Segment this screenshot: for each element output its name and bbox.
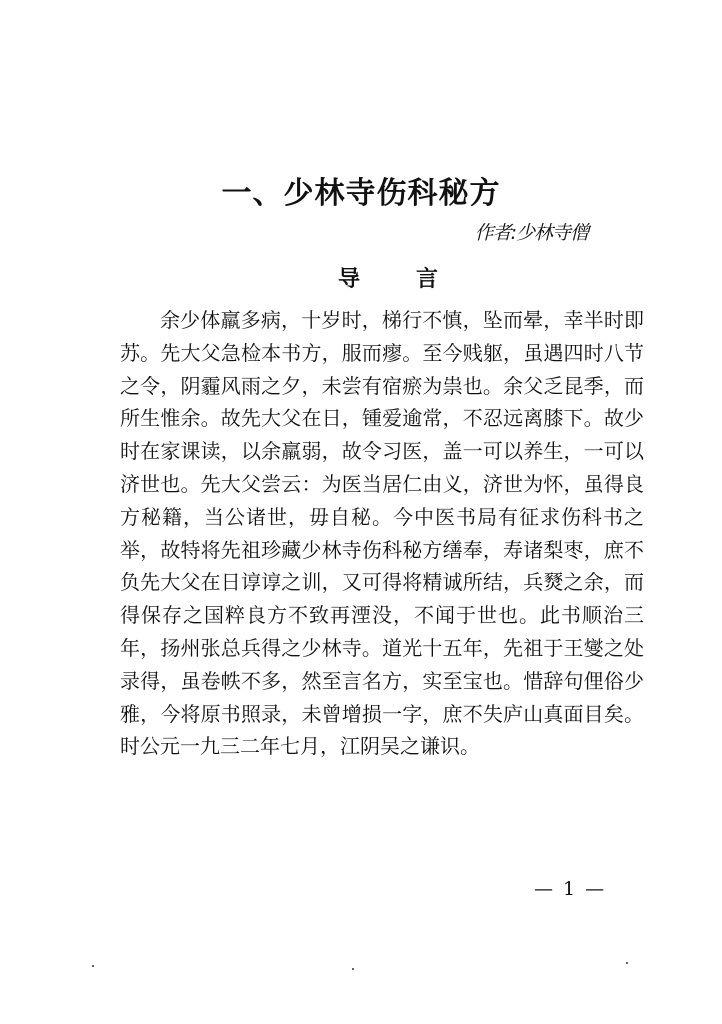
scan-speck [352, 968, 354, 970]
section-heading [338, 262, 438, 293]
section-heading-char-1: 导 [338, 267, 361, 292]
scan-speck [626, 962, 628, 964]
section-heading-char-2: 言 [415, 267, 438, 292]
scan-speck [92, 965, 94, 967]
preface-paragraph: 余少体羸多病，十岁时，梯行不慎，坠而晕，幸半时即苏。先大父急检本书方，服而瘳。至今贱躯，虽遇四时八节之令，阴霾风雨之夕，未尝有宿瘀为祟也。余父乏昆季，而所生惟余。故先大父在日，锺爱逾常，不忍远离膝下。故少时在家课读，以余羸弱，故令习医，盖一可以养生，一可以济世也。先大父尝云：为医当居仁由义，济世为怀，虽得良方秘籍，当公诸世，毋自秘。今中医书局有征求伤科书之举，故特将先祖珍藏少林寺伤科秘方缮奉，寿诸梨枣，庶不负先大父在日谆谆之训，又可得将精诚所结，兵燹之余，而得保存之国粹良方不致再湮没，不闻于世也。此书顺治三年，扬州张总兵得之少林寺。道光十五年，先祖于王燮之处录得，虽卷帙不多，然至言名方，实至宝也。惜辞句俚俗少雅，今将原书照录，未曾增损一字，庶不失庐山真面目矣。时公元一九三二年七月，江阴吴之谦识。 [120, 308, 644, 759]
chapter-title: 一、少林寺伤科秘方 [221, 176, 501, 211]
author-line: 作者:少林寺僧 [474, 222, 588, 244]
page-number: — 1 — [534, 878, 607, 900]
